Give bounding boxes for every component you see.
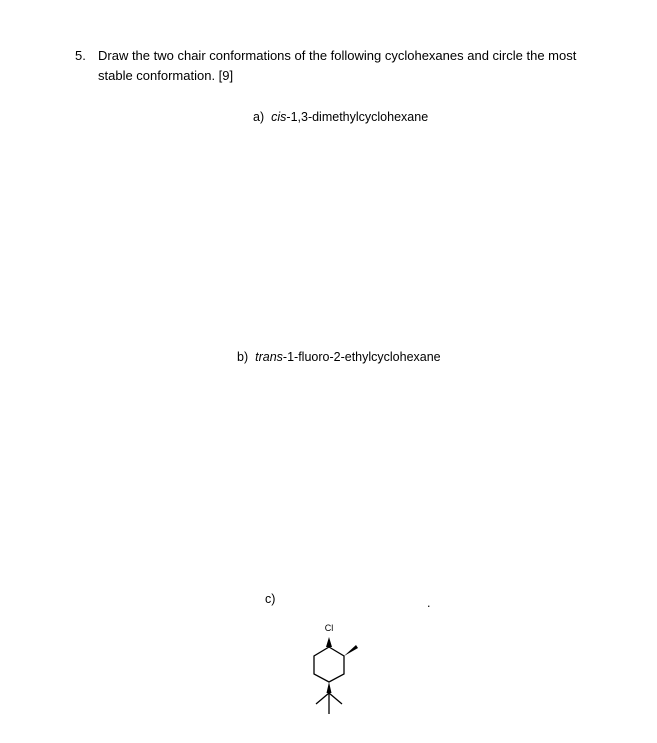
question-text-line-2: stable conformation. [9] [98, 68, 234, 83]
stray-dot: . [427, 596, 431, 610]
cyclohexane-ring [314, 647, 344, 682]
part-a-label: a) [253, 110, 265, 124]
part-a-compound-name: -1,3-dimethylcyclohexane [286, 110, 429, 124]
methyl-wedge-bond [344, 645, 358, 656]
question-text-line-1: Draw the two chair conformations of the following cyclohexanes and circle the most [98, 48, 577, 63]
tert-butyl-wedge-bond [327, 682, 332, 693]
part-b [237, 350, 441, 364]
tert-butyl-methyl-right [329, 693, 342, 704]
tert-butyl-methyl-left [316, 693, 329, 704]
part-a-stereo-prefix: cis [271, 110, 287, 124]
part-a [253, 110, 428, 124]
chlorine-label: Cl [324, 623, 334, 633]
part-c-label: c) [265, 592, 276, 606]
part-c-structure-diagram [298, 618, 378, 718]
part-b-stereo-prefix: trans [255, 350, 283, 364]
part-b-compound-name: -1-fluoro-2-ethylcyclohexane [282, 350, 441, 364]
chlorine-wedge-bond [326, 637, 332, 647]
question-number: 5. [75, 48, 86, 63]
part-b-label: b) [237, 350, 249, 364]
